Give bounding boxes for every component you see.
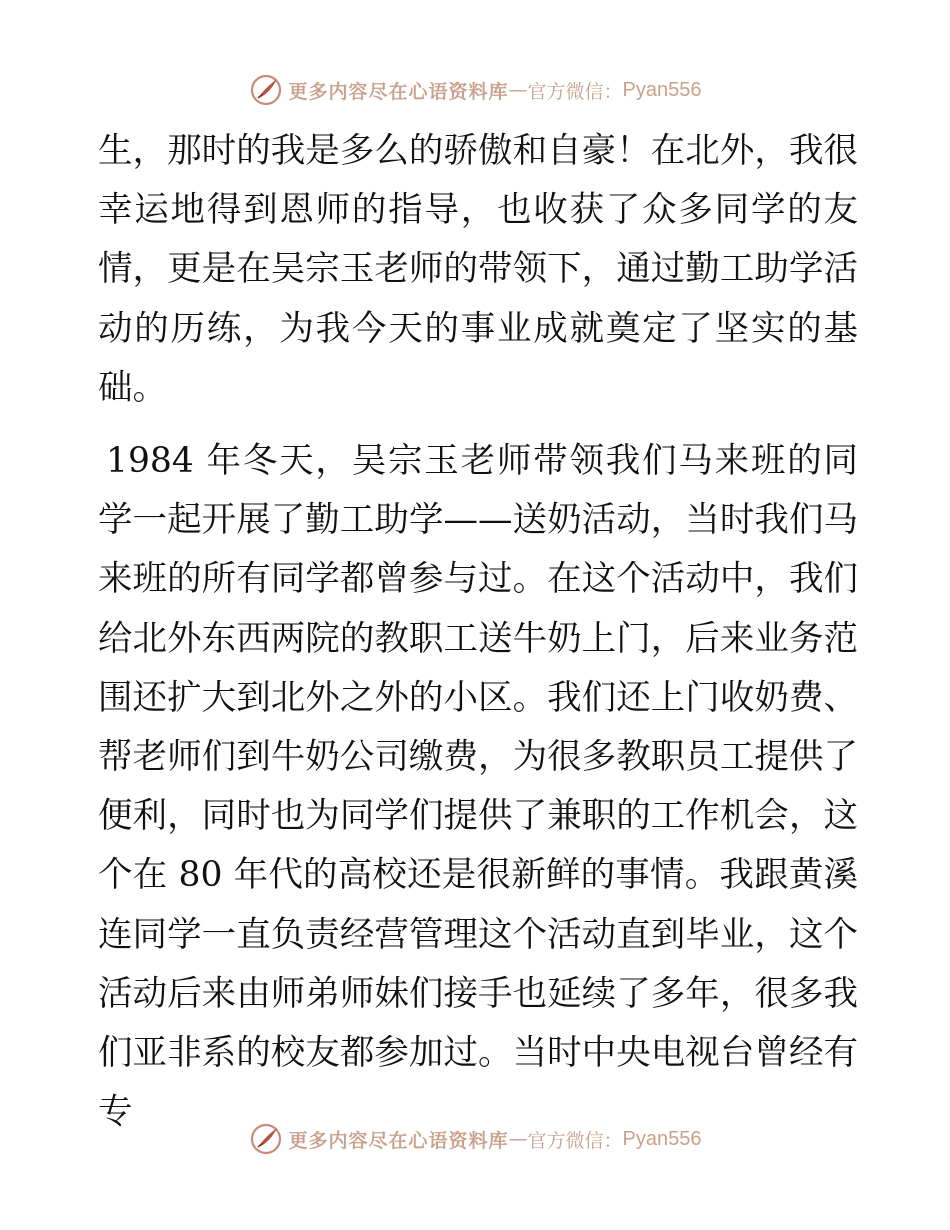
watermark-site-text: 更多内容尽在心语资料库 <box>288 1129 509 1152</box>
watermark-wechat-id: Pyan556 <box>622 1127 702 1150</box>
footer-watermark <box>0 1117 950 1161</box>
watermark-wechat-label: 官方微信： <box>527 1129 623 1152</box>
watermark-wechat-label: 官方微信： <box>527 80 623 103</box>
watermark-site-text: 更多内容尽在心语资料库 <box>288 80 509 103</box>
watermark-wechat-id: Pyan556 <box>622 78 702 101</box>
watermark-dash: — <box>508 1128 528 1150</box>
header-watermark <box>0 68 950 112</box>
quill-circle-icon <box>249 1122 283 1156</box>
quill-circle-icon <box>249 73 283 107</box>
watermark-dash: — <box>508 79 528 101</box>
paragraph-1: 生，那时的我是多么的骄傲和自豪！在北外，我很幸运地得到恩师的指导，也收获了众多同学的友情，更是在吴宗玉老师的带领下，通过勤工助学活动的历练，为我今天的事业成就奠定了坚实的基础。 <box>98 131 858 408</box>
paragraph-2: 1984 年冬天，吴宗玉老师带领我们马来班的同学一起开展了勤工助学——送奶活动，当时我们马来班的所有同学都曾参与过。在这个活动中，我们给北外东西两院的教职工送牛奶上门，后来业务范围还扩大到北外之外的小区。我们还上门收奶费、帮老师们到牛奶公司缴费，为很多教职员工提供了便利，同时也为同学们提供了兼职的工作机会，这个在 80 年代的高校还是很新鲜的事情。我跟黄溪连同学一直负责经营管理这个活动直到毕业，这个活动后来由师弟师妹们接手也延续了多年，很多我们亚非系的校友都参加过。当时中央电视台曾经有专 <box>98 441 858 1133</box>
body-text <box>98 122 858 1142</box>
